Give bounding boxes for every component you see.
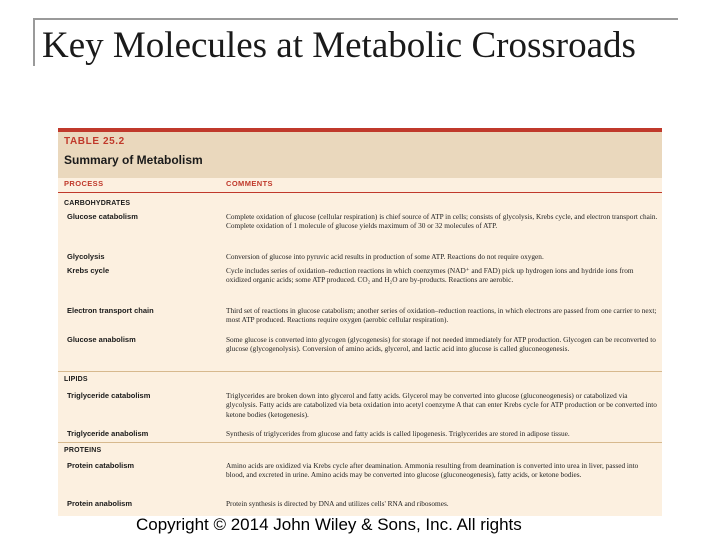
comment-glucose-catabolism: Complete oxidation of glucose (cellular respiration) is chief source of ATP in cells; consists of glycolysis, Krebs cycle, and electron transport chain. Complete oxidation of 1 molecule of glucose yields maximum of 30 or 32 molecules of ATP. — [226, 212, 658, 231]
process-column-header: PROCESS — [64, 179, 104, 188]
process-glucose-catabolism: Glucose catabolism — [67, 212, 138, 221]
title-frame-top-rule — [33, 18, 678, 20]
comment-protein-catabolism: Amino acids are oxidized via Krebs cycle after deamination. Ammonia resulting from deamination is converted into urea in liver, passed into blood, and excreted in urine. Amino acids may be converted into glucose (gluconeogenesis), fatty acids, or ketone bodies. — [226, 461, 639, 480]
section-divider — [58, 371, 662, 372]
table-number: TABLE 25.2 — [64, 136, 125, 147]
table-title: Summary of Metabolism — [64, 153, 203, 167]
column-headers — [58, 178, 662, 193]
comment-protein-anabolism: Protein synthesis is directed by DNA and utilizes cells' RNA and ribosomes. — [226, 499, 449, 508]
process-triglyceride-catabolism: Triglyceride catabolism — [67, 391, 151, 400]
process-electron-transport-chain: Electron transport chain — [67, 306, 154, 315]
metabolism-table — [58, 128, 662, 516]
comment-glucose-anabolism: Some glucose is converted into glycogen (glycogenesis) for storage if not needed immediately for ATP production. Glycogen can be reconverted to glucose (glycogenolysis). Conversion of amino acids, glycerol, and lactic acid into glucose is called gluconeogenesis. — [226, 335, 656, 354]
section-proteins: PROTEINS — [64, 447, 102, 454]
process-krebs-cycle: Krebs cycle — [67, 266, 110, 275]
section-divider — [58, 442, 662, 443]
process-protein-anabolism: Protein anabolism — [67, 499, 133, 508]
copyright-footer: Copyright © 2014 John Wiley & Sons, Inc. All rights — [136, 515, 522, 534]
comment-triglyceride-anabolism: Synthesis of triglycerides from glucose and fatty acids is called lipogenesis. Triglycerides are stored in adipose tissue. — [226, 429, 570, 438]
comment-triglyceride-catabolism: Triglycerides are broken down into glycerol and fatty acids. Glycerol may be converted into glucose (gluconeogenesis) or catabolized via glycolysis. Fatty acids are catabolized via beta oxidation into acetyl coenzyme A that can enter Krebs cycle for ATP production or be converted into ketone bodies (ketogenesis). — [226, 391, 657, 419]
process-triglyceride-anabolism: Triglyceride anabolism — [67, 429, 149, 438]
table-header — [58, 128, 662, 178]
comment-glycolysis: Conversion of glucose into pyruvic acid results in production of some ATP. Reactions do not require oxygen. — [226, 252, 544, 261]
process-glycolysis: Glycolysis — [67, 252, 105, 261]
process-protein-catabolism: Protein catabolism — [67, 461, 135, 470]
slide-title: Key Molecules at Metabolic Crossroads — [42, 25, 636, 66]
title-frame-left-rule — [33, 18, 35, 66]
section-lipids: LIPIDS — [64, 376, 88, 383]
comment-krebs-cycle: Cycle includes series of oxidation–reduction reactions in which coenzymes (NAD⁺ and FAD) pick up hydrogen ions and hydride ions from oxidized organic acids; some ATP produced. CO₂ and H₂O are by-products. Reactions are aerobic. — [226, 266, 634, 285]
process-glucose-anabolism: Glucose anabolism — [67, 335, 136, 344]
comment-electron-transport-chain: Third set of reactions in glucose catabolism; another series of oxidation–reduction reactions, in which electrons are passed from one carrier to next; most ATP produced. Reactions require oxygen (aerobic cellular respiration). — [226, 306, 657, 325]
comments-column-header: COMMENTS — [226, 179, 273, 188]
section-carbohydrates: CARBOHYDRATES — [64, 200, 131, 207]
